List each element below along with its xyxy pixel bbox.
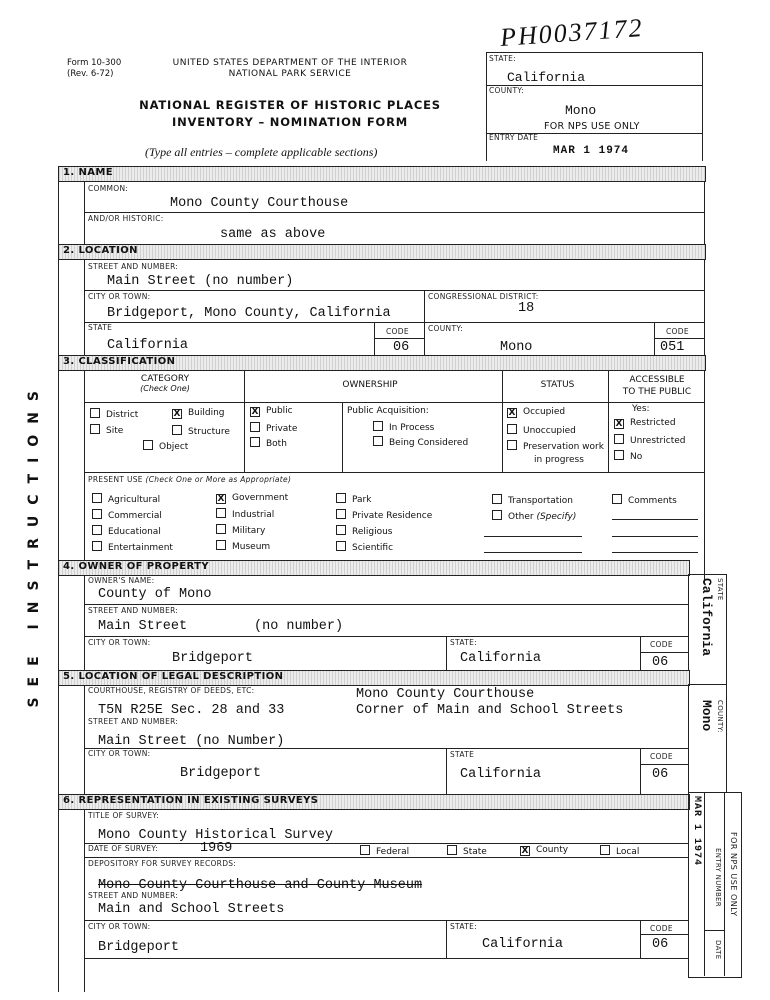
category-sub-text: (Check One) xyxy=(140,384,190,393)
loc-state-label: STATE xyxy=(88,323,113,332)
owner-street-label: STREET AND NUMBER: xyxy=(88,606,179,615)
status-pres1-text: Preservation work xyxy=(523,442,604,452)
own-inprocess-text: In Process xyxy=(389,423,435,433)
category-head-text: CATEGORY xyxy=(140,374,190,384)
section-3-title: 3. CLASSIFICATION xyxy=(63,356,176,367)
section-1-title: 1. NAME xyxy=(63,167,113,178)
section-5-title: 5. LOCATION OF LEGAL DESCRIPTION xyxy=(63,671,284,682)
loc-state-value: California xyxy=(107,338,189,353)
use-military[interactable] xyxy=(216,524,265,536)
access-unrestricted[interactable] xyxy=(614,434,685,446)
see-instructions-side xyxy=(26,380,46,708)
owner-city-label: CITY OR TOWN: xyxy=(88,638,151,647)
owner-street-value: Main Street xyxy=(98,619,188,634)
accessible-head1: ACCESSIBLE xyxy=(629,375,685,385)
survey-state[interactable] xyxy=(447,845,487,857)
survey-title-label: TITLE OF SURVEY: xyxy=(88,811,160,820)
use-scientific-checkbox[interactable] xyxy=(336,541,346,551)
legal-desc-value: T5N R25E Sec. 28 and 33 xyxy=(98,703,285,718)
use-museum[interactable] xyxy=(216,540,270,552)
use-industrial[interactable] xyxy=(216,508,274,520)
agency-line2: NATIONAL PARK SERVICE xyxy=(228,69,352,79)
status-preservation[interactable] xyxy=(507,440,604,467)
type-instruction: (Type all entries – complete applicable sections) xyxy=(145,145,378,159)
cat-site[interactable] xyxy=(90,424,123,436)
own-considered[interactable] xyxy=(373,436,468,448)
agency-name xyxy=(150,58,430,80)
use-museum-text: Museum xyxy=(232,542,271,552)
form-number-line1: Form 10-300 xyxy=(67,58,122,68)
accessible-head2: TO THE PUBLIC xyxy=(622,387,692,397)
common-value: Mono County Courthouse xyxy=(170,196,349,211)
legal-code-label: CODE xyxy=(650,752,673,761)
nps-use-only-label: FOR NPS USE ONLY xyxy=(544,121,640,132)
entry-date-stamp: MAR 1 1974 xyxy=(553,145,630,157)
legal-street-value: Main Street (no Number) xyxy=(98,734,285,749)
survey-title-value: Mono County Historical Survey xyxy=(98,828,333,843)
own-both-text: Both xyxy=(266,439,287,449)
dep-code-label: CODE xyxy=(650,924,673,933)
loc-city-value: Bridgeport, Mono County, California xyxy=(107,306,391,321)
use-museum-checkbox[interactable] xyxy=(216,540,226,550)
access-restricted-checkbox[interactable]: X xyxy=(615,419,623,429)
survey-date-label: DATE OF SURVEY: xyxy=(88,844,159,853)
entry-date-label: ENTRY DATE xyxy=(489,133,539,142)
use-government-checkbox[interactable]: X xyxy=(217,494,225,504)
loc-code2-label: CODE xyxy=(666,327,689,336)
use-religious-text: Religious xyxy=(352,527,393,537)
legal-city-label: CITY OR TOWN: xyxy=(88,749,151,758)
historic-value: same as above xyxy=(220,227,326,242)
nps-state-value: California xyxy=(507,70,586,85)
own-private[interactable] xyxy=(250,422,297,434)
see-instructions-text: SEE INSTRUCTIONS xyxy=(26,380,42,708)
use-other[interactable] xyxy=(492,510,576,522)
use-religious-checkbox[interactable] xyxy=(336,525,346,535)
use-comments-text: Comments xyxy=(628,496,677,506)
section-6-header xyxy=(58,794,690,810)
use-transportation-text: Transportation xyxy=(508,496,573,506)
side-nps-use-only-label: FOR NPS USE ONLY xyxy=(729,832,738,917)
depository-value: Mono County Courthouse and County Museum xyxy=(98,878,423,893)
present-use-label xyxy=(88,475,291,484)
access-unrestricted-checkbox[interactable] xyxy=(614,434,624,444)
access-no[interactable] xyxy=(614,450,642,462)
cat-district-checkbox[interactable] xyxy=(90,408,100,418)
own-public-checkbox[interactable]: X xyxy=(251,407,259,417)
form-number xyxy=(67,58,121,80)
historic-label: AND/OR HISTORIC: xyxy=(88,214,164,223)
cat-structure-checkbox[interactable] xyxy=(172,425,182,435)
use-government-text: Government xyxy=(232,493,289,503)
ownership-header: OWNERSHIP xyxy=(342,380,398,390)
use-military-checkbox[interactable] xyxy=(216,524,226,534)
courthouse-value2: Corner of Main and School Streets xyxy=(356,703,624,718)
own-considered-text: Being Considered xyxy=(389,438,469,448)
owner-name-value: County of Mono xyxy=(98,587,212,602)
form-number-line2: (Rev. 6-72) xyxy=(67,69,114,79)
access-unrestricted-text: Unrestricted xyxy=(630,436,686,446)
status-unoccupied[interactable] xyxy=(507,424,576,436)
status-occupied[interactable] xyxy=(507,407,565,418)
access-yes-label: Yes: xyxy=(632,404,650,414)
survey-federal-text: Federal xyxy=(376,847,410,857)
own-both-checkbox[interactable] xyxy=(250,437,260,447)
depository-label: DEPOSITORY FOR SURVEY RECORDS: xyxy=(88,859,237,868)
nps-use-box xyxy=(486,52,703,161)
dep-state-label: STATE: xyxy=(450,922,477,931)
loc-state-code: 06 xyxy=(393,340,410,355)
cong-district-label: CONGRESSIONAL DISTRICT: xyxy=(428,292,539,301)
legal-state-label: STATE xyxy=(450,750,475,759)
present-use-text: PRESENT USE xyxy=(88,475,143,484)
use-educational-text: Educational xyxy=(108,527,161,537)
section-6-title: 6. REPRESENTATION IN EXISTING SURVEYS xyxy=(63,795,319,806)
section-1-header xyxy=(58,166,706,182)
survey-date-value: 1969 xyxy=(200,841,233,856)
survey-state-text: State xyxy=(463,847,487,857)
use-park-checkbox[interactable] xyxy=(336,493,346,503)
form-title-line1: NATIONAL REGISTER OF HISTORIC PLACES xyxy=(139,98,441,112)
status-pres2-text: in progress xyxy=(534,455,584,465)
use-private-residence-checkbox[interactable] xyxy=(336,509,346,519)
cat-building-checkbox[interactable]: X xyxy=(173,409,181,419)
nps-county-label: COUNTY: xyxy=(489,86,525,95)
status-preservation-checkbox[interactable] xyxy=(507,440,517,450)
section-4-title: 4. OWNER OF PROPERTY xyxy=(63,561,209,572)
dep-state-value: California xyxy=(482,937,564,952)
use-industrial-checkbox[interactable] xyxy=(216,508,226,518)
use-industrial-text: Industrial xyxy=(232,510,275,520)
use-private-residence-text: Private Residence xyxy=(352,511,433,521)
side-county-value: Mono xyxy=(699,700,714,732)
cong-district-value: 18 xyxy=(518,301,535,316)
owner-code-label: CODE xyxy=(650,640,673,649)
owner-name-label: OWNER'S NAME: xyxy=(88,576,155,585)
status-occupied-text: Occupied xyxy=(523,407,566,417)
loc-county-value: Mono xyxy=(500,340,533,355)
form-title-line2: INVENTORY – NOMINATION FORM xyxy=(171,115,409,129)
use-agricultural[interactable] xyxy=(92,493,160,505)
cat-object-checkbox[interactable] xyxy=(143,440,153,450)
loc-county-label: COUNTY: xyxy=(428,324,464,333)
side-state-label: STATE xyxy=(716,578,724,601)
access-restricted[interactable] xyxy=(614,418,676,429)
own-private-checkbox[interactable] xyxy=(250,422,260,432)
use-educational[interactable] xyxy=(92,525,161,537)
section-2-title: 2. LOCATION xyxy=(63,245,138,256)
side-entry-number-label: ENTRY NUMBER xyxy=(714,848,722,907)
own-both[interactable] xyxy=(250,437,287,449)
owner-state-value: California xyxy=(460,651,542,666)
section-2-header xyxy=(58,244,706,260)
own-public-text: Public xyxy=(266,406,293,416)
use-commercial[interactable] xyxy=(92,509,162,521)
nps-state-label: STATE: xyxy=(489,54,516,63)
side-state-value: California xyxy=(699,578,714,657)
side-entry-date-stamp: MAR 1 1974 xyxy=(691,796,702,867)
status-unoccupied-text: Unoccupied xyxy=(523,426,576,436)
dep-city-label: CITY OR TOWN: xyxy=(88,922,151,931)
use-scientific-text: Scientific xyxy=(352,543,394,553)
loc-street-value: Main Street (no number) xyxy=(107,274,294,289)
legal-city-value: Bridgeport xyxy=(180,766,262,781)
use-other-specify: (Specify) xyxy=(536,512,577,522)
side-date-label: DATE xyxy=(714,940,722,960)
survey-county-text: County xyxy=(536,845,569,855)
use-other-checkbox[interactable] xyxy=(492,510,502,520)
own-public[interactable] xyxy=(250,406,293,417)
section-5-header xyxy=(58,670,690,686)
loc-county-code: 051 xyxy=(660,340,685,355)
use-private-residence[interactable] xyxy=(336,509,432,521)
side-county-label: COUNTY: xyxy=(716,700,724,733)
own-considered-checkbox[interactable] xyxy=(373,436,383,446)
cat-district-text: District xyxy=(106,410,139,420)
own-acq-label: Public Acquisition: xyxy=(347,406,429,416)
own-inprocess[interactable] xyxy=(373,421,434,433)
cat-structure[interactable] xyxy=(172,425,230,437)
use-entertainment-checkbox[interactable] xyxy=(92,541,102,551)
survey-county-checkbox[interactable]: X xyxy=(521,846,529,856)
category-header xyxy=(120,374,210,393)
accessible-header xyxy=(612,374,702,398)
survey-federal-checkbox[interactable] xyxy=(360,845,370,855)
cat-district[interactable] xyxy=(90,408,138,420)
use-agricultural-checkbox[interactable] xyxy=(92,493,102,503)
use-agricultural-text: Agricultural xyxy=(108,495,161,505)
use-educational-checkbox[interactable] xyxy=(92,525,102,535)
form-title xyxy=(120,97,460,131)
cat-building[interactable] xyxy=(172,408,225,419)
status-unoccupied-checkbox[interactable] xyxy=(507,424,517,434)
section-3-header xyxy=(58,355,706,371)
status-header: STATUS xyxy=(540,380,575,390)
use-entertainment[interactable] xyxy=(92,541,173,553)
dep-street-value: Main and School Streets xyxy=(98,902,285,917)
legal-state-value: California xyxy=(460,767,542,782)
legal-street-label: STREET AND NUMBER: xyxy=(88,717,179,726)
use-commercial-checkbox[interactable] xyxy=(92,509,102,519)
use-religious[interactable] xyxy=(336,525,393,537)
use-transportation[interactable] xyxy=(492,494,573,506)
present-use-sub: (Check One or More as Appropriate) xyxy=(145,475,292,484)
dep-code-value: 06 xyxy=(652,937,669,952)
agency-line1: UNITED STATES DEPARTMENT OF THE INTERIOR xyxy=(172,58,408,68)
access-no-text: No xyxy=(630,452,643,462)
dep-city-value: Bridgeport xyxy=(98,940,180,955)
access-no-checkbox[interactable] xyxy=(614,450,624,460)
courthouse-value: Mono County Courthouse xyxy=(356,687,535,702)
use-other-text: Other xyxy=(508,512,534,522)
own-inprocess-checkbox[interactable] xyxy=(373,421,383,431)
nps-county-value: Mono xyxy=(565,103,597,118)
use-entertainment-text: Entertainment xyxy=(108,543,173,553)
survey-state-checkbox[interactable] xyxy=(447,845,457,855)
legal-code-value: 06 xyxy=(652,767,669,782)
courthouse-label: COURTHOUSE, REGISTRY OF DEEDS, ETC: xyxy=(88,686,255,695)
cat-building-text: Building xyxy=(188,408,225,418)
cat-structure-text: Structure xyxy=(188,427,230,437)
owner-code-value: 06 xyxy=(652,655,669,670)
use-military-text: Military xyxy=(232,526,266,536)
use-transportation-checkbox[interactable] xyxy=(492,494,502,504)
cat-site-checkbox[interactable] xyxy=(90,424,100,434)
own-private-text: Private xyxy=(266,424,298,434)
owner-state-label: STATE: xyxy=(450,638,477,647)
use-park-text: Park xyxy=(352,495,372,505)
survey-county[interactable] xyxy=(520,845,568,856)
survey-local[interactable] xyxy=(600,845,639,857)
cat-site-text: Site xyxy=(106,426,124,436)
owner-street-extra: (no number) xyxy=(254,619,344,634)
survey-federal[interactable] xyxy=(360,845,409,857)
use-scientific[interactable] xyxy=(336,541,393,553)
loc-code-label: CODE xyxy=(386,327,409,336)
dep-street-label: STREET AND NUMBER: xyxy=(88,891,179,900)
section-4-header xyxy=(58,560,690,576)
cat-object-text: Object xyxy=(159,442,189,452)
cat-object[interactable] xyxy=(143,440,188,452)
access-restricted-text: Restricted xyxy=(630,418,676,428)
loc-city-label: CITY OR TOWN: xyxy=(88,292,151,301)
status-occupied-checkbox[interactable]: X xyxy=(508,408,516,418)
loc-street-label: STREET AND NUMBER: xyxy=(88,262,179,271)
use-government[interactable] xyxy=(216,493,288,504)
use-comments-checkbox[interactable] xyxy=(612,494,622,504)
survey-local-text: Local xyxy=(616,847,640,857)
owner-city-value: Bridgeport xyxy=(172,651,254,666)
survey-local-checkbox[interactable] xyxy=(600,845,610,855)
common-label: COMMON: xyxy=(88,184,129,193)
use-park[interactable] xyxy=(336,493,371,505)
handwritten-stamp: PH0037172 xyxy=(499,13,645,52)
use-comments[interactable] xyxy=(612,494,677,506)
use-commercial-text: Commercial xyxy=(108,511,162,521)
